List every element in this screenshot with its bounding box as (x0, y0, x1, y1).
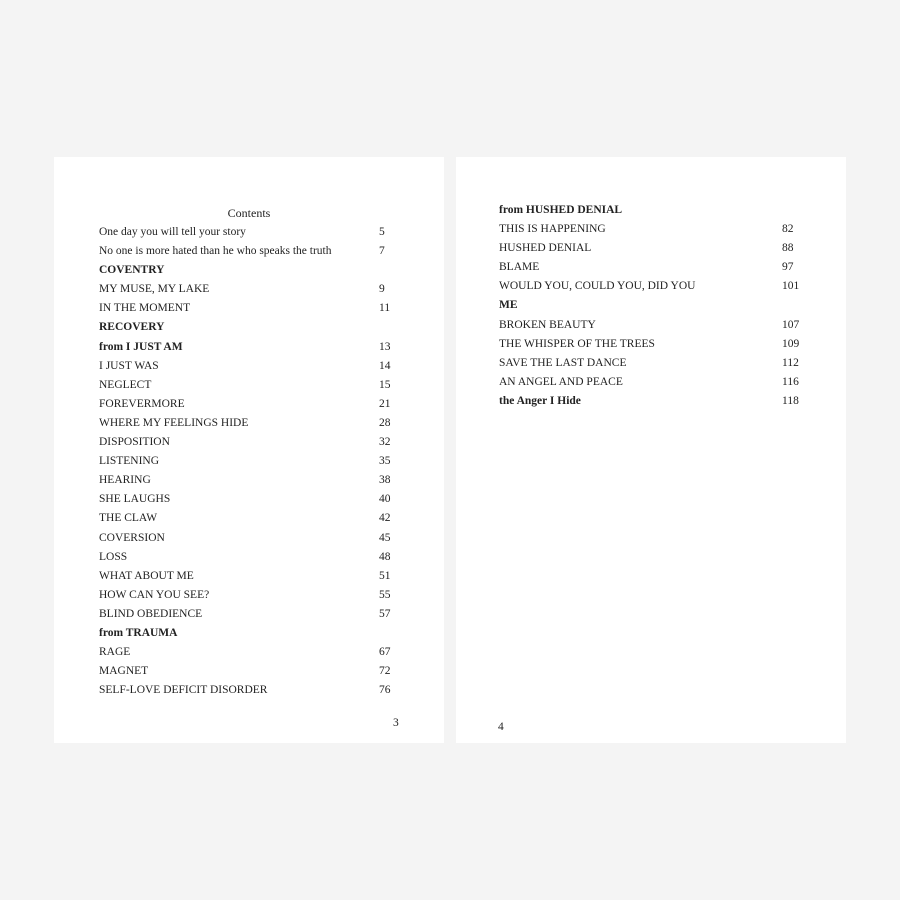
toc-entry-page-number: 7 (379, 245, 385, 258)
toc-entry-title: No one is more hated than he who speaks the truth (99, 245, 332, 258)
toc-entry-page-number: 35 (379, 455, 391, 468)
toc-entry-title: One day you will tell your story (99, 226, 246, 238)
toc-section-entry (499, 201, 809, 220)
toc-entry (499, 277, 809, 296)
toc-section-entry (499, 392, 809, 411)
toc-entry (99, 567, 399, 586)
toc-entry (499, 316, 809, 335)
toc-entry-title: RAGE (99, 646, 131, 659)
toc-entry (99, 509, 399, 528)
toc-entry (99, 605, 399, 624)
toc-entry-page-number: 5 (379, 226, 385, 238)
toc-entry-title: BLAME (499, 261, 540, 274)
toc-entry-title: SELF-LOVE DEFICIT DISORDER (99, 684, 268, 697)
toc-entry (99, 414, 399, 433)
toc-entry-page-number: 76 (379, 684, 391, 697)
toc-entry-title: the Anger I Hide (499, 394, 581, 407)
toc-entry-title: THE CLAW (99, 512, 158, 525)
toc-entry-title: IN THE MOMENT (99, 302, 191, 315)
toc-entry-title: LOSS (99, 550, 128, 563)
toc-entry-page-number: 13 (379, 340, 391, 353)
toc-entry-page-number: 55 (379, 588, 391, 601)
toc-entry-title: HOW CAN YOU SEE? (99, 588, 210, 601)
toc-entry (99, 471, 399, 490)
toc-entry-title: from I JUST AM (99, 340, 183, 353)
toc-section-entry (499, 296, 809, 315)
toc-entry (499, 220, 809, 239)
toc-entry-title: LISTENING (99, 455, 160, 468)
toc-entry-page-number: 57 (379, 607, 391, 620)
toc-entry-title: BROKEN BEAUTY (499, 318, 596, 331)
left-page (54, 157, 444, 743)
toc-entry-title: THE WHISPER OF THE TREES (499, 337, 655, 350)
toc-entry (99, 433, 399, 452)
toc-entry-title: HUSHED DENIAL (499, 242, 592, 255)
toc-entry-page-number: 97 (782, 261, 794, 274)
page-number-right: 4 (498, 721, 504, 733)
toc-entry-page-number: 72 (379, 665, 391, 678)
toc-entry (499, 354, 809, 373)
toc-entry (99, 586, 399, 605)
toc-entry-page-number: 109 (782, 337, 800, 350)
toc-entry (99, 548, 399, 567)
toc-entry-title: MAGNET (99, 665, 149, 678)
right-page (456, 157, 846, 743)
toc-entry-page-number: 14 (379, 359, 391, 372)
toc-entry-title: WHAT ABOUT ME (99, 569, 194, 582)
toc-entry (99, 242, 399, 261)
toc-entry-title: SHE LAUGHS (99, 493, 171, 506)
toc-entry-title: HEARING (99, 474, 151, 487)
toc-entry (99, 376, 399, 395)
toc-entry-title: AN ANGEL AND PEACE (499, 375, 623, 388)
toc-entry (99, 223, 399, 242)
toc-entry-title: SAVE THE LAST DANCE (499, 356, 627, 369)
toc-section-entry (99, 338, 399, 357)
toc-entry-page-number: 51 (379, 569, 391, 582)
toc-entry-page-number: 101 (782, 280, 800, 293)
page-number-left: 3 (393, 717, 399, 729)
toc-entry-title: RECOVERY (99, 321, 165, 334)
toc-entry (499, 239, 809, 258)
toc-entry (99, 280, 399, 299)
toc-section-entry (99, 624, 399, 643)
toc-entry (99, 662, 399, 681)
toc-entry-page-number: 40 (379, 493, 391, 506)
toc-entry-page-number: 42 (379, 512, 391, 525)
toc-section-entry (99, 318, 399, 337)
toc-entry (99, 643, 399, 662)
toc-entry-page-number: 67 (379, 646, 391, 659)
toc-entry (99, 357, 399, 376)
toc-entry-title: ME (499, 299, 518, 312)
toc-entry-title: WOULD YOU, COULD YOU, DID YOU (499, 280, 696, 293)
toc-entry-page-number: 28 (379, 416, 391, 429)
toc-entry (99, 681, 399, 700)
toc-entry-title: I JUST WAS (99, 359, 159, 372)
toc-entry (499, 335, 809, 354)
toc-entry-page-number: 32 (379, 436, 391, 449)
toc-entry-title: COVERSION (99, 531, 165, 544)
toc-entry-page-number: 11 (379, 302, 391, 315)
toc-entry (499, 258, 809, 277)
toc-list-left (99, 223, 399, 700)
toc-entry (99, 299, 399, 318)
toc-entry-title: from TRAUMA (99, 626, 178, 639)
toc-list-right (499, 201, 809, 411)
toc-entry-title: from HUSHED DENIAL (499, 204, 623, 216)
toc-entry-page-number: 38 (379, 474, 391, 487)
toc-entry-title: COVENTRY (99, 264, 165, 277)
toc-entry-page-number: 9 (379, 283, 385, 296)
toc-entry-page-number: 21 (379, 397, 391, 410)
toc-entry-title: MY MUSE, MY LAKE (99, 283, 210, 296)
toc-entry-page-number: 82 (782, 223, 794, 236)
toc-entry-page-number: 15 (379, 378, 391, 391)
toc-section-entry (99, 261, 399, 280)
toc-entry-page-number: 45 (379, 531, 391, 544)
toc-entry-page-number: 107 (782, 318, 800, 331)
toc-entry-page-number: 48 (379, 550, 391, 563)
toc-entry-title: THIS IS HAPPENING (499, 223, 606, 236)
toc-entry-title: BLIND OBEDIENCE (99, 607, 203, 620)
toc-entry-page-number: 116 (782, 375, 799, 388)
toc-entry (99, 490, 399, 509)
contents-heading: Contents (227, 206, 271, 220)
toc-entry-title: DISPOSITION (99, 436, 170, 449)
toc-entry (99, 452, 399, 471)
toc-entry-page-number: 112 (782, 356, 799, 369)
toc-entry-title: NEGLECT (99, 378, 152, 391)
toc-entry-page-number: 88 (782, 242, 794, 255)
toc-entry-page-number: 118 (782, 394, 799, 407)
toc-entry (499, 373, 809, 392)
toc-entry (99, 395, 399, 414)
toc-entry-title: WHERE MY FEELINGS HIDE (99, 416, 249, 429)
toc-entry-title: FOREVERMORE (99, 397, 185, 410)
toc-entry (99, 529, 399, 548)
